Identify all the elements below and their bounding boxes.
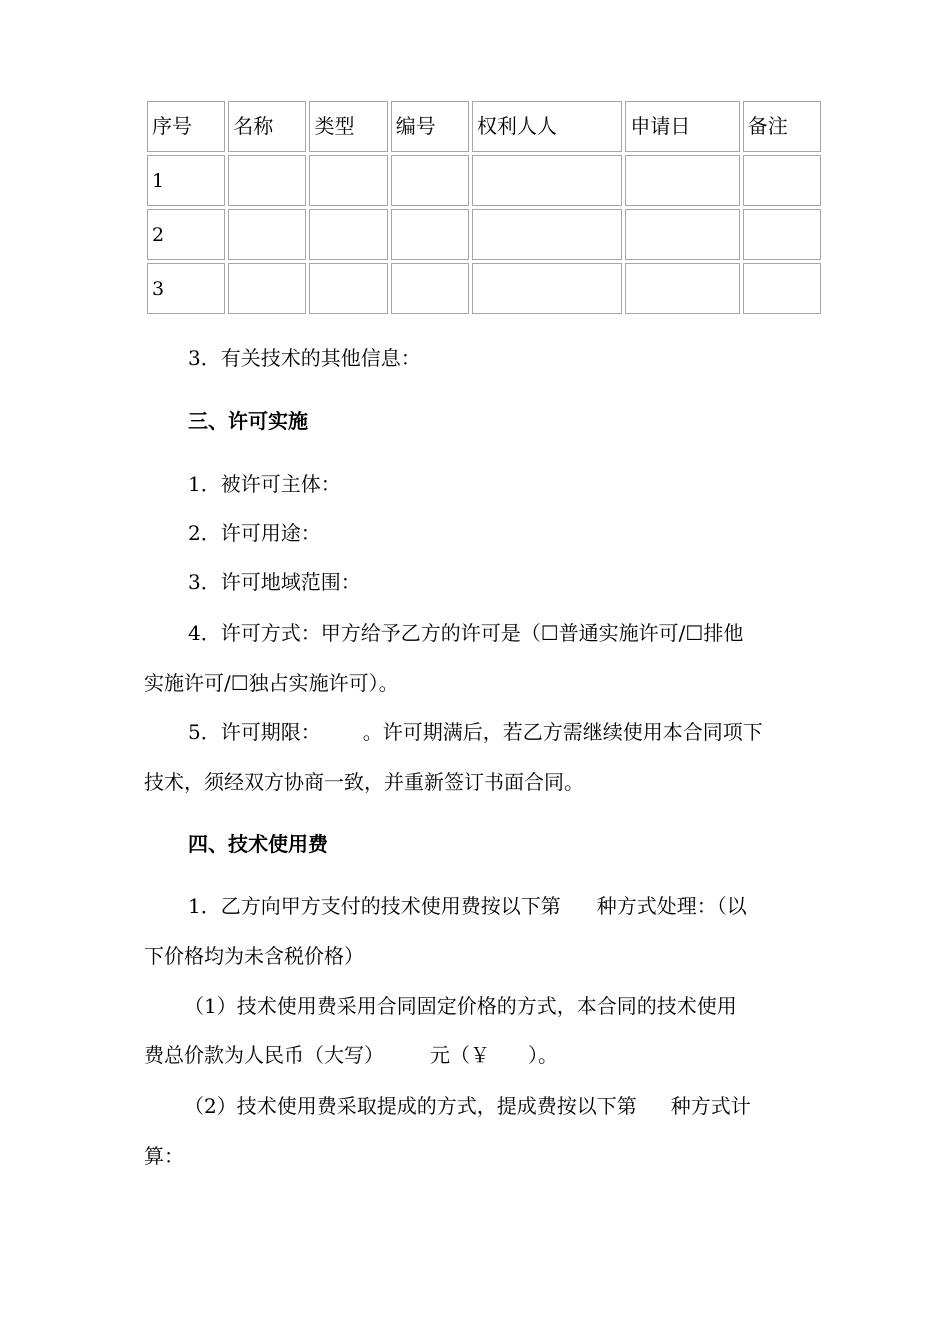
fixed-price-text: 费总价款为人民币（大写）: [144, 1043, 384, 1067]
table-cell: 2: [147, 209, 225, 260]
fee-method-text: 1．乙方向甲方支付的技术使用费按以下第: [188, 894, 561, 918]
table-header-cell: 序号: [147, 101, 225, 152]
royalty-text-2: 种方式计: [670, 1094, 751, 1118]
paragraph-license-term-line2: 技术，须经双方协商一致，并重新签订书面合同。: [144, 770, 584, 794]
paragraph-license-term-line1: [188, 722, 824, 742]
table-cell: [472, 155, 622, 206]
table-header-cell: 申请日: [625, 101, 739, 152]
paragraph-license-method-line1: 4．许可方式：甲方给予乙方的许可是（☐普通实施许可/☐排他: [188, 621, 744, 645]
paragraph-fee-method-line1: [188, 896, 824, 916]
table-row: [147, 209, 821, 260]
paragraph-license-use: 2．许可用途：: [188, 521, 321, 545]
fixed-price-currency: 元（￥: [430, 1043, 490, 1067]
table-cell: 1: [147, 155, 225, 206]
paragraph-royalty-line1: [184, 1096, 824, 1116]
table-cell: [743, 263, 821, 314]
table-header-cell: 类型: [309, 101, 387, 152]
paragraph-royalty-line2: 算：: [144, 1144, 184, 1168]
table-cell: [228, 155, 306, 206]
table-cell: [309, 263, 387, 314]
paragraph-licensee-subject: 1．被许可主体：: [188, 472, 341, 496]
paragraph-fixed-price-line1: （1）技术使用费采用合同固定价格的方式，本合同的技术使用: [184, 994, 737, 1018]
table-header-row: [147, 101, 821, 152]
paragraph-fixed-price-line2: [144, 1045, 824, 1065]
table-cell: [228, 209, 306, 260]
royalty-text: （2）技术使用费采取提成的方式，提成费按以下第: [184, 1094, 637, 1118]
term-label: 5．许可期限：: [188, 720, 321, 744]
table-cell: [743, 155, 821, 206]
table-cell: [472, 263, 622, 314]
table-cell: 3: [147, 263, 225, 314]
table-cell: [472, 209, 622, 260]
table-cell: [625, 155, 739, 206]
table-cell: [309, 209, 387, 260]
table-cell: [625, 209, 739, 260]
table-header-cell: 编号: [391, 101, 469, 152]
table-cell: [391, 263, 469, 314]
table-row: [147, 263, 821, 314]
ip-info-table: [144, 98, 824, 317]
fee-method-text-2: 种方式处理：（以: [596, 894, 747, 918]
table-cell: [391, 155, 469, 206]
term-text: 。许可期满后，若乙方需继续使用本合同项下: [362, 720, 763, 744]
table-cell: [391, 209, 469, 260]
table-header-cell: 权利人人: [472, 101, 622, 152]
paragraph-other-info: 3．有关技术的其他信息：: [188, 346, 421, 370]
table-header-cell: 名称: [228, 101, 306, 152]
table-cell: [743, 209, 821, 260]
fixed-price-close: ）。: [528, 1043, 558, 1067]
section-heading-technology-fee: 四、技术使用费: [188, 832, 328, 856]
table-cell: [309, 155, 387, 206]
section-heading-license-implementation: 三、许可实施: [188, 409, 308, 433]
paragraph-fee-method-line2: 下价格均为未含税价格）: [144, 944, 364, 968]
table-row: [147, 155, 821, 206]
table-header-cell: 备注: [743, 101, 821, 152]
table-cell: [228, 263, 306, 314]
paragraph-license-method-line2: 实施许可/☐独占实施许可）。: [144, 671, 399, 695]
table-cell: [625, 263, 739, 314]
paragraph-license-region: 3．许可地域范围：: [188, 570, 361, 594]
